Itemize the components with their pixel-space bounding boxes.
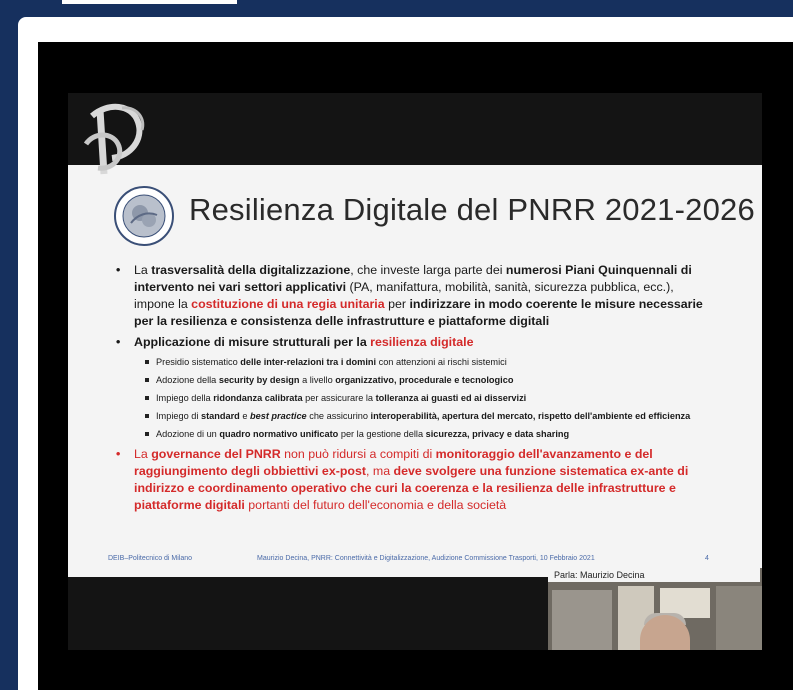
sub-bullet-normativo: Adozione di un quadro normativo unificato per la gestione della sicurezza, privacy e data sharing (112, 428, 712, 441)
active-speaker-label: Parla: Maurizio Decina (548, 568, 760, 582)
square-bullet-icon (145, 432, 149, 436)
sub-bullet-presidio: Presidio sistematico delle inter-relazioni tra i domini con attenzioni ai rischi sistemici (112, 356, 712, 369)
background-strip (0, 0, 18, 690)
slide-footer-institution: DEIB–Politecnico di Milano (108, 555, 193, 562)
square-bullet-icon (145, 360, 149, 364)
slide-title: Resilienza Digitale del PNRR 2021-2026 (189, 192, 755, 227)
bullet-dot-icon: • (116, 263, 121, 277)
slide-header-band (68, 93, 762, 165)
slide-content (112, 262, 712, 518)
slide-page-number: 4 (705, 555, 709, 562)
bullet-trasversalita: • La trasversalità della digitalizzazione, che investe larga parte dei numerosi Piani Quinquennali di intervento nei vari settori applicativi (PA, manifattura, mobilità, sanità, sicurezza pubblica, ecc.), impone la costituzione di una regia unitaria per indirizzare in modo coerente le misure necessarie per la resilienza e consistenza delle infrastrutture e piattaforme digitali (116, 263, 703, 328)
window-tab-highlight (62, 0, 237, 4)
square-bullet-icon (145, 396, 149, 400)
bullet-dot-icon: • (116, 335, 121, 349)
sub-bullet-security: Adozione della security by design a livello organizzativo, procedurale e tecnologico (112, 374, 712, 387)
square-bullet-icon (145, 414, 149, 418)
slide-footer-reference: Maurizio Decina, PNRR: Connettività e Digitalizzazione, Audizione Commissione Trasporti, 10 Febbraio 2021 (257, 555, 595, 562)
politecnico-seal-icon (113, 185, 175, 247)
bullet-dot-icon: • (116, 447, 121, 461)
square-bullet-icon (145, 378, 149, 382)
bullet-governance: • La governance del PNRR non può ridursi a compiti di monitoraggio dell'avanzamento e del raggiungimento degli obbiettivi ex-post, ma deve svolgere una funzione sistematica ex-ante di indirizzo e coordinamento operativo che curi la coerenza e la resilienza delle infrastrutture e piattaforme digitali portanti del futuro dell'economia e della società (116, 447, 689, 512)
sub-bullet-ridondanza: Impiego della ridondanza calibrata per assicurare la tolleranza ai guasti ed ai disservizi (112, 392, 712, 405)
sub-bullet-standard: Impiego di standard e best practice che assicurino interoperabilità, apertura del mercato, rispetto dell'ambiente ed efficienza (112, 410, 712, 423)
bullet-misure-strutturali: • Applicazione di misure strutturali per la resilienza digitale (116, 335, 474, 349)
camera-deputati-logo (78, 96, 156, 180)
